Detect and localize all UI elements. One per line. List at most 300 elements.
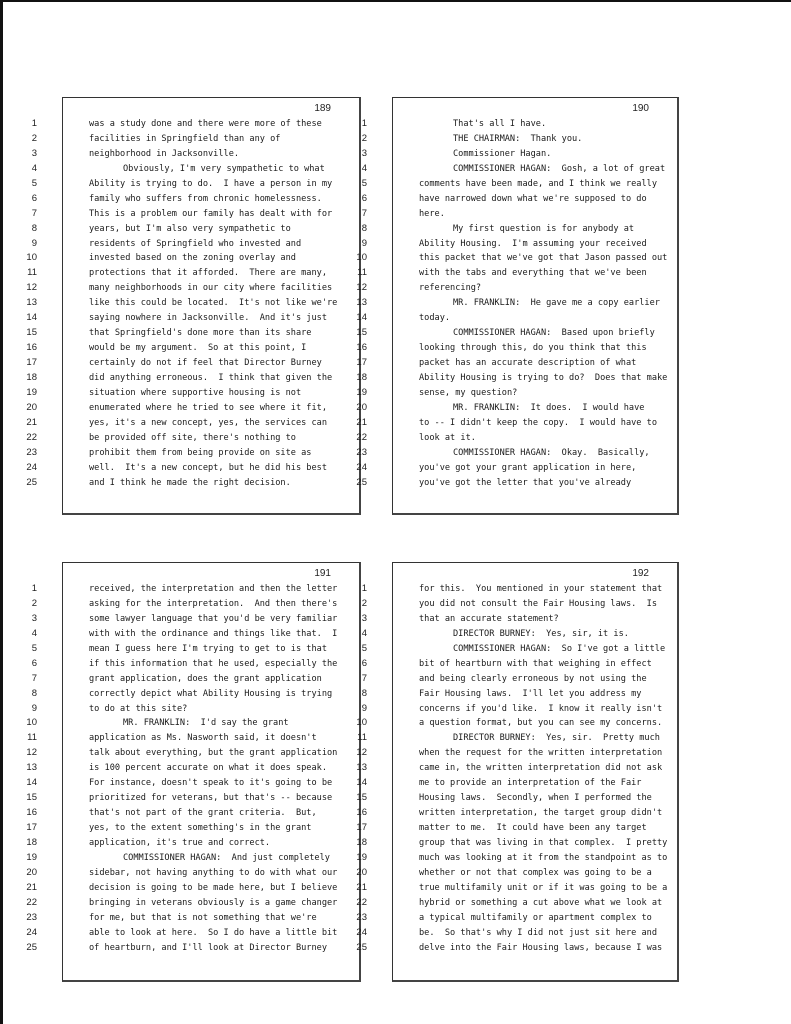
line-number: 25 <box>26 476 37 488</box>
line-text: is 100 percent accurate on what it does speak. <box>89 763 327 774</box>
line-text: family who suffers from chronic homelessness. <box>89 193 322 204</box>
line-text: be provided off site, there's nothing to <box>89 432 296 443</box>
line-number: 2 <box>31 597 37 609</box>
transcript-line <box>361 132 677 147</box>
line-text: that an accurate statement? <box>419 613 559 624</box>
line-number: 17 <box>356 357 367 368</box>
transcript-line <box>31 657 359 672</box>
line-text: be. So that's why I did not just sit here and <box>419 927 657 938</box>
line-number: 6 <box>31 192 37 204</box>
line-number: 11 <box>27 732 37 744</box>
line-number: 21 <box>356 416 367 428</box>
transcript-line <box>26 911 359 926</box>
transcript-line <box>356 341 677 356</box>
line-text: and being clearly erroneous by not using the <box>419 673 647 684</box>
line-text: prioritized for veterans, but that's -- because <box>89 793 333 804</box>
line-number: 20 <box>356 401 367 413</box>
transcript-line <box>31 162 359 177</box>
line-text: enumerated where he tried to see where it fit, <box>89 402 327 413</box>
line-number: 25 <box>356 476 367 488</box>
scan-edge-top <box>0 0 791 2</box>
line-number: 9 <box>31 237 37 249</box>
line-number: 14 <box>356 312 367 324</box>
line-text: DIRECTOR BURNEY: Yes, sir. Pretty much <box>453 733 660 744</box>
line-number: 10 <box>26 717 37 729</box>
transcript-line <box>26 461 359 476</box>
line-number: 2 <box>361 597 367 609</box>
page-number: 189 <box>314 103 331 114</box>
line-text: DIRECTOR BURNEY: Yes, sir, it is. <box>453 628 629 639</box>
line-text: protections that it afforded. There are many, <box>89 268 327 279</box>
transcript-line <box>26 296 359 311</box>
line-text: for this. You mentioned in your statement that <box>419 584 663 594</box>
transcript-line <box>361 177 677 192</box>
line-number: 16 <box>356 342 367 354</box>
transcript-line <box>26 386 359 401</box>
line-text: invested based on the zoning overlay and <box>89 253 296 264</box>
line-text: did anything erroneous. I think that given the <box>89 372 333 383</box>
transcript-line <box>31 687 359 702</box>
line-number: 15 <box>356 327 367 339</box>
line-text: My first question is for anybody at <box>453 223 635 234</box>
line-number: 11 <box>357 732 367 744</box>
transcript-line <box>356 896 677 911</box>
line-text: prohibit them from being provide on site as <box>89 447 312 458</box>
line-number: 5 <box>361 642 367 654</box>
line-text: some lawyer language that you'd be very familiar <box>89 613 338 624</box>
line-text: sense, my question? <box>419 387 518 398</box>
transcript-page-190 <box>356 97 679 515</box>
line-text: whether or not that complex was going to be a <box>419 867 652 878</box>
transcript-line <box>31 207 359 222</box>
transcript-page-192 <box>356 562 679 982</box>
line-number: 24 <box>356 926 367 938</box>
transcript-line <box>361 162 677 177</box>
line-text: came in, the written interpretation did not ask <box>419 763 663 774</box>
transcript-line <box>26 866 359 881</box>
line-text: Ability Housing is trying to do? Does that make <box>419 372 668 383</box>
line-number: 10 <box>356 717 367 729</box>
transcript-line <box>356 356 677 371</box>
line-text: when the request for the written interpretation <box>419 748 663 759</box>
line-text: Commissioner Hagan. <box>453 148 552 159</box>
line-number: 12 <box>26 747 37 759</box>
line-text: delve into the Fair Housing laws, because I was <box>419 942 663 953</box>
transcript-line <box>357 266 677 281</box>
line-text: MR. FRANKLIN: It does. I would have <box>453 402 645 413</box>
line-number: 21 <box>26 416 37 428</box>
line-text: COMMISSIONER HAGAN: And just completely <box>123 852 330 863</box>
transcript-line <box>356 821 677 836</box>
transcript-lines <box>26 117 359 490</box>
line-number: 12 <box>26 282 37 294</box>
line-text: Ability Housing. I'm assuming your received <box>419 238 647 249</box>
line-number: 23 <box>26 446 37 458</box>
transcript-line <box>356 386 677 401</box>
transcript-line <box>26 281 359 296</box>
page-number: 192 <box>632 568 649 579</box>
transcript-line <box>26 791 359 806</box>
line-number: 2 <box>31 132 37 144</box>
line-number: 20 <box>26 866 37 878</box>
transcript-line <box>26 446 359 461</box>
line-number: 12 <box>356 282 367 294</box>
line-number: 11 <box>27 267 37 279</box>
line-number: 19 <box>26 386 37 398</box>
line-text: application, it's true and correct. <box>89 837 271 848</box>
line-text: Fair Housing laws. I'll let you address my <box>419 688 642 699</box>
line-text: COMMISSIONER HAGAN: Gosh, a lot of great <box>453 163 666 174</box>
line-text: able to look at here. So I do have a little bit <box>89 927 338 938</box>
line-text: certainly do not if feel that Director Burney <box>89 358 322 368</box>
line-text: looking through this, do you think that this <box>419 343 647 354</box>
line-text: comments have been made, and I think we really <box>419 178 657 189</box>
line-text: MR. FRANKLIN: He gave me a copy earlier <box>453 298 660 309</box>
scan-edge-left <box>0 0 3 1024</box>
line-text: if this information that he used, especially the <box>89 658 338 669</box>
line-number: 25 <box>26 941 37 953</box>
transcript-line <box>356 836 677 851</box>
line-number: 18 <box>356 836 367 848</box>
line-number: 1 <box>361 118 367 129</box>
line-number: 13 <box>26 297 37 309</box>
transcript-page-191 <box>26 562 361 982</box>
line-number: 4 <box>361 162 367 174</box>
line-number: 15 <box>26 792 37 804</box>
line-text: with with the ordinance and things like that. I <box>89 628 338 639</box>
line-text: situation where supportive housing is not <box>89 387 302 398</box>
line-text: bringing in veterans obviously is a game changer <box>89 897 338 908</box>
line-text: here. <box>419 208 445 219</box>
line-number: 4 <box>31 627 37 639</box>
line-number: 4 <box>361 627 367 639</box>
line-text: talk about everything, but the grant application <box>89 748 338 759</box>
transcript-line <box>26 356 359 371</box>
line-text: you've got the letter that you've already <box>419 477 632 488</box>
line-number: 9 <box>361 702 367 714</box>
transcript-page-189 <box>26 97 361 515</box>
line-number: 11 <box>357 267 367 279</box>
transcript-line <box>26 251 359 266</box>
transcript-line <box>31 237 359 252</box>
line-number: 13 <box>356 297 367 309</box>
line-text: grant application, does the grant application <box>89 673 322 684</box>
transcript-line <box>31 672 359 687</box>
line-number: 6 <box>31 657 37 669</box>
transcript-line <box>31 177 359 192</box>
line-text: mean I guess here I'm trying to get to is that <box>89 643 327 654</box>
line-text: packet has an accurate description of what <box>419 358 637 368</box>
transcript-line <box>26 761 359 776</box>
line-number: 15 <box>26 327 37 339</box>
line-text: COMMISSIONER HAGAN: Based upon briefly <box>453 328 655 339</box>
transcript-line <box>356 431 677 446</box>
transcript-line <box>356 311 677 326</box>
line-text: Housing laws. Secondly, when I performed the <box>419 793 652 804</box>
line-text: written interpretation, the target group didn't <box>419 808 663 819</box>
line-text: you did not consult the Fair Housing laws. Is <box>419 598 657 609</box>
line-text: saying nowhere in Jacksonville. And it's just <box>89 313 327 324</box>
transcript-line <box>356 866 677 881</box>
line-number: 22 <box>26 431 37 443</box>
line-text: matter to me. It could have been any target <box>419 823 647 833</box>
transcript-line <box>356 926 677 941</box>
transcript-line <box>31 582 359 597</box>
transcript-line <box>356 326 677 341</box>
transcript-line <box>26 881 359 896</box>
transcript-line <box>26 746 359 761</box>
line-number: 8 <box>361 222 367 234</box>
transcript-line <box>31 612 359 627</box>
transcript-line <box>356 416 677 431</box>
transcript-line <box>361 192 677 207</box>
line-text: group that was living in that complex. I pretty <box>419 837 668 848</box>
line-number: 20 <box>356 866 367 878</box>
line-text: for me, but that is not something that we're <box>89 912 317 923</box>
line-text: That's all I have. <box>453 119 547 129</box>
line-number: 7 <box>31 207 37 219</box>
line-text: bit of heartburn with that weighing in effect <box>419 658 652 669</box>
transcript-line <box>356 251 677 266</box>
line-text: that's not part of the grant criteria. But, <box>89 808 317 819</box>
line-text: and I think he made the right decision. <box>89 477 291 488</box>
line-text: many neighborhoods in our city where facilities <box>89 283 333 294</box>
line-number: 10 <box>26 252 37 264</box>
transcript-line <box>361 702 677 717</box>
line-number: 19 <box>26 851 37 863</box>
transcript-line <box>26 716 359 731</box>
line-text: Obviously, I'm very sympathetic to what <box>123 163 325 174</box>
line-text: referencing? <box>419 283 482 294</box>
line-text: a typical multifamily or apartment complex to <box>419 912 652 923</box>
transcript-line <box>356 806 677 821</box>
line-number: 8 <box>31 687 37 699</box>
line-number: 9 <box>361 237 367 249</box>
line-text: with the tabs and everything that we've been <box>419 268 647 279</box>
line-number: 13 <box>26 762 37 774</box>
transcript-line <box>356 791 677 806</box>
transcript-line <box>356 281 677 296</box>
line-text: decision is going to be made here, but I believe <box>89 882 338 893</box>
line-text: For instance, doesn't speak to it's going to be <box>89 778 333 789</box>
line-number: 22 <box>356 431 367 443</box>
line-number: 21 <box>356 881 367 893</box>
line-number: 17 <box>26 357 37 368</box>
transcript-line <box>356 476 677 491</box>
line-text: true multifamily unit or if it was going to be a <box>419 882 668 893</box>
transcript-line <box>26 836 359 851</box>
transcript-line <box>26 806 359 821</box>
line-text: hybrid or something a cut above what we look at <box>419 897 663 908</box>
transcript-line <box>361 627 677 642</box>
page-number: 190 <box>632 103 649 114</box>
line-text: me to provide an interpretation of the Fair <box>419 778 642 789</box>
line-number: 16 <box>356 807 367 819</box>
line-number: 17 <box>26 822 37 833</box>
line-text: like this could be located. It's not like we're <box>89 298 338 309</box>
line-number: 23 <box>356 446 367 458</box>
transcript-line <box>361 642 677 657</box>
line-text: that Springfield's done more than its share <box>89 328 312 339</box>
line-number: 21 <box>26 881 37 893</box>
line-number: 5 <box>31 177 37 189</box>
transcript-line <box>356 881 677 896</box>
line-text: THE CHAIRMAN: Thank you. <box>453 133 583 144</box>
line-text: look at it. <box>419 432 476 443</box>
transcript-line <box>357 731 677 746</box>
transcript-line <box>26 416 359 431</box>
transcript-line <box>356 446 677 461</box>
line-text: application as Ms. Nasworth said, it doesn't <box>89 733 317 744</box>
line-number: 24 <box>356 461 367 473</box>
line-number: 6 <box>361 192 367 204</box>
transcript-line <box>31 192 359 207</box>
transcript-line <box>361 612 677 627</box>
transcript-line <box>26 311 359 326</box>
line-number: 7 <box>31 672 37 684</box>
line-text: would be my argument. So at this point, I <box>89 343 307 354</box>
line-number: 4 <box>31 162 37 174</box>
transcript-line <box>26 776 359 791</box>
transcript-line <box>26 326 359 341</box>
line-number: 14 <box>26 312 37 324</box>
line-text: asking for the interpretation. And then there's <box>89 598 338 609</box>
line-number: 23 <box>356 911 367 923</box>
line-number: 14 <box>26 777 37 789</box>
line-number: 22 <box>356 896 367 908</box>
line-number: 15 <box>356 792 367 804</box>
transcript-line <box>26 821 359 836</box>
transcript-line <box>31 222 359 237</box>
line-text: years, but I'm also very sympathetic to <box>89 223 291 234</box>
transcript-lines <box>26 582 359 955</box>
transcript-line <box>31 597 359 612</box>
line-number: 19 <box>356 386 367 398</box>
transcript-line <box>31 132 359 147</box>
line-number: 2 <box>361 132 367 144</box>
line-number: 9 <box>31 702 37 714</box>
line-text: facilities in Springfield than any of <box>89 133 281 144</box>
line-text: COMMISSIONER HAGAN: So I've got a little <box>453 643 666 654</box>
transcript-line <box>356 401 677 416</box>
line-number: 5 <box>31 642 37 654</box>
line-text: MR. FRANKLIN: I'd say the grant <box>123 718 289 729</box>
transcript-line <box>361 582 677 597</box>
line-text: was a study done and there were more of these <box>89 119 322 129</box>
transcript-line <box>356 461 677 476</box>
line-number: 25 <box>356 941 367 953</box>
transcript-line <box>361 147 677 162</box>
line-number: 12 <box>356 747 367 759</box>
transcript-line <box>356 371 677 386</box>
transcript-line <box>31 702 359 717</box>
line-number: 19 <box>356 851 367 863</box>
line-text: yes, to the extent something's in the grant <box>89 823 312 833</box>
transcript-line <box>27 731 359 746</box>
line-text: COMMISSIONER HAGAN: Okay. Basically, <box>453 447 650 458</box>
transcript-line <box>26 341 359 356</box>
transcript-line <box>26 896 359 911</box>
line-text: neighborhood in Jacksonville. <box>89 148 240 159</box>
transcript-line <box>26 926 359 941</box>
transcript-line <box>361 597 677 612</box>
line-number: 16 <box>26 342 37 354</box>
line-text: Ability is trying to do. I have a person in my <box>89 178 333 189</box>
line-number: 24 <box>26 461 37 473</box>
line-text: this packet that we've got that Jason passed out <box>419 253 668 264</box>
page-number: 191 <box>314 568 331 579</box>
line-number: 10 <box>356 252 367 264</box>
line-number: 8 <box>31 222 37 234</box>
transcript-line <box>356 716 677 731</box>
line-text: a question format, but you can see my concerns. <box>419 718 663 729</box>
line-text: today. <box>419 313 451 324</box>
line-text: to -- I didn't keep the copy. I would have to <box>419 417 657 428</box>
line-text: have narrowed down what we're supposed to do <box>419 193 647 204</box>
transcript-line <box>361 237 677 252</box>
line-text: sidebar, not having anything to do with what our <box>89 867 338 878</box>
line-number: 3 <box>31 612 37 624</box>
line-number: 17 <box>356 822 367 833</box>
line-number: 18 <box>26 836 37 848</box>
line-text: concerns if you'd like. I know it really isn't <box>419 703 663 714</box>
transcript-line <box>361 222 677 237</box>
transcript-line <box>31 642 359 657</box>
line-number: 14 <box>356 777 367 789</box>
transcript-line <box>31 627 359 642</box>
line-text: correctly depict what Ability Housing is trying <box>89 688 333 699</box>
line-text: This is a problem our family has dealt with for <box>89 208 333 219</box>
transcript-line <box>361 657 677 672</box>
line-number: 7 <box>361 207 367 219</box>
transcript-line <box>361 687 677 702</box>
transcript-line <box>31 147 359 162</box>
line-number: 6 <box>361 657 367 669</box>
transcript-line <box>356 296 677 311</box>
transcript-line <box>27 266 359 281</box>
line-number: 1 <box>31 118 37 129</box>
transcript-line <box>26 851 359 866</box>
line-text: you've got your grant application in here, <box>419 462 637 473</box>
line-number: 1 <box>361 583 367 594</box>
line-text: received, the interpretation and then the letter <box>89 584 338 594</box>
line-text: much was looking at it from the standpoint as to <box>419 852 668 863</box>
transcript-line <box>26 476 359 491</box>
transcript-line <box>361 207 677 222</box>
transcript-line <box>356 776 677 791</box>
line-text: of heartburn, and I'll look at Director Burney <box>89 942 327 953</box>
transcript-line <box>26 401 359 416</box>
transcript-line <box>356 911 677 926</box>
line-number: 18 <box>356 371 367 383</box>
line-number: 5 <box>361 177 367 189</box>
transcript-line <box>26 941 359 956</box>
line-number: 8 <box>361 687 367 699</box>
transcript-line <box>31 117 359 132</box>
line-number: 3 <box>31 147 37 159</box>
line-number: 20 <box>26 401 37 413</box>
transcript-line <box>26 431 359 446</box>
transcript-line <box>356 746 677 761</box>
transcript-line <box>26 371 359 386</box>
line-number: 18 <box>26 371 37 383</box>
transcript-line <box>356 761 677 776</box>
line-number: 22 <box>26 896 37 908</box>
line-number: 16 <box>26 807 37 819</box>
transcript-line <box>361 672 677 687</box>
transcript-lines <box>356 582 677 955</box>
transcript-line <box>356 941 677 956</box>
